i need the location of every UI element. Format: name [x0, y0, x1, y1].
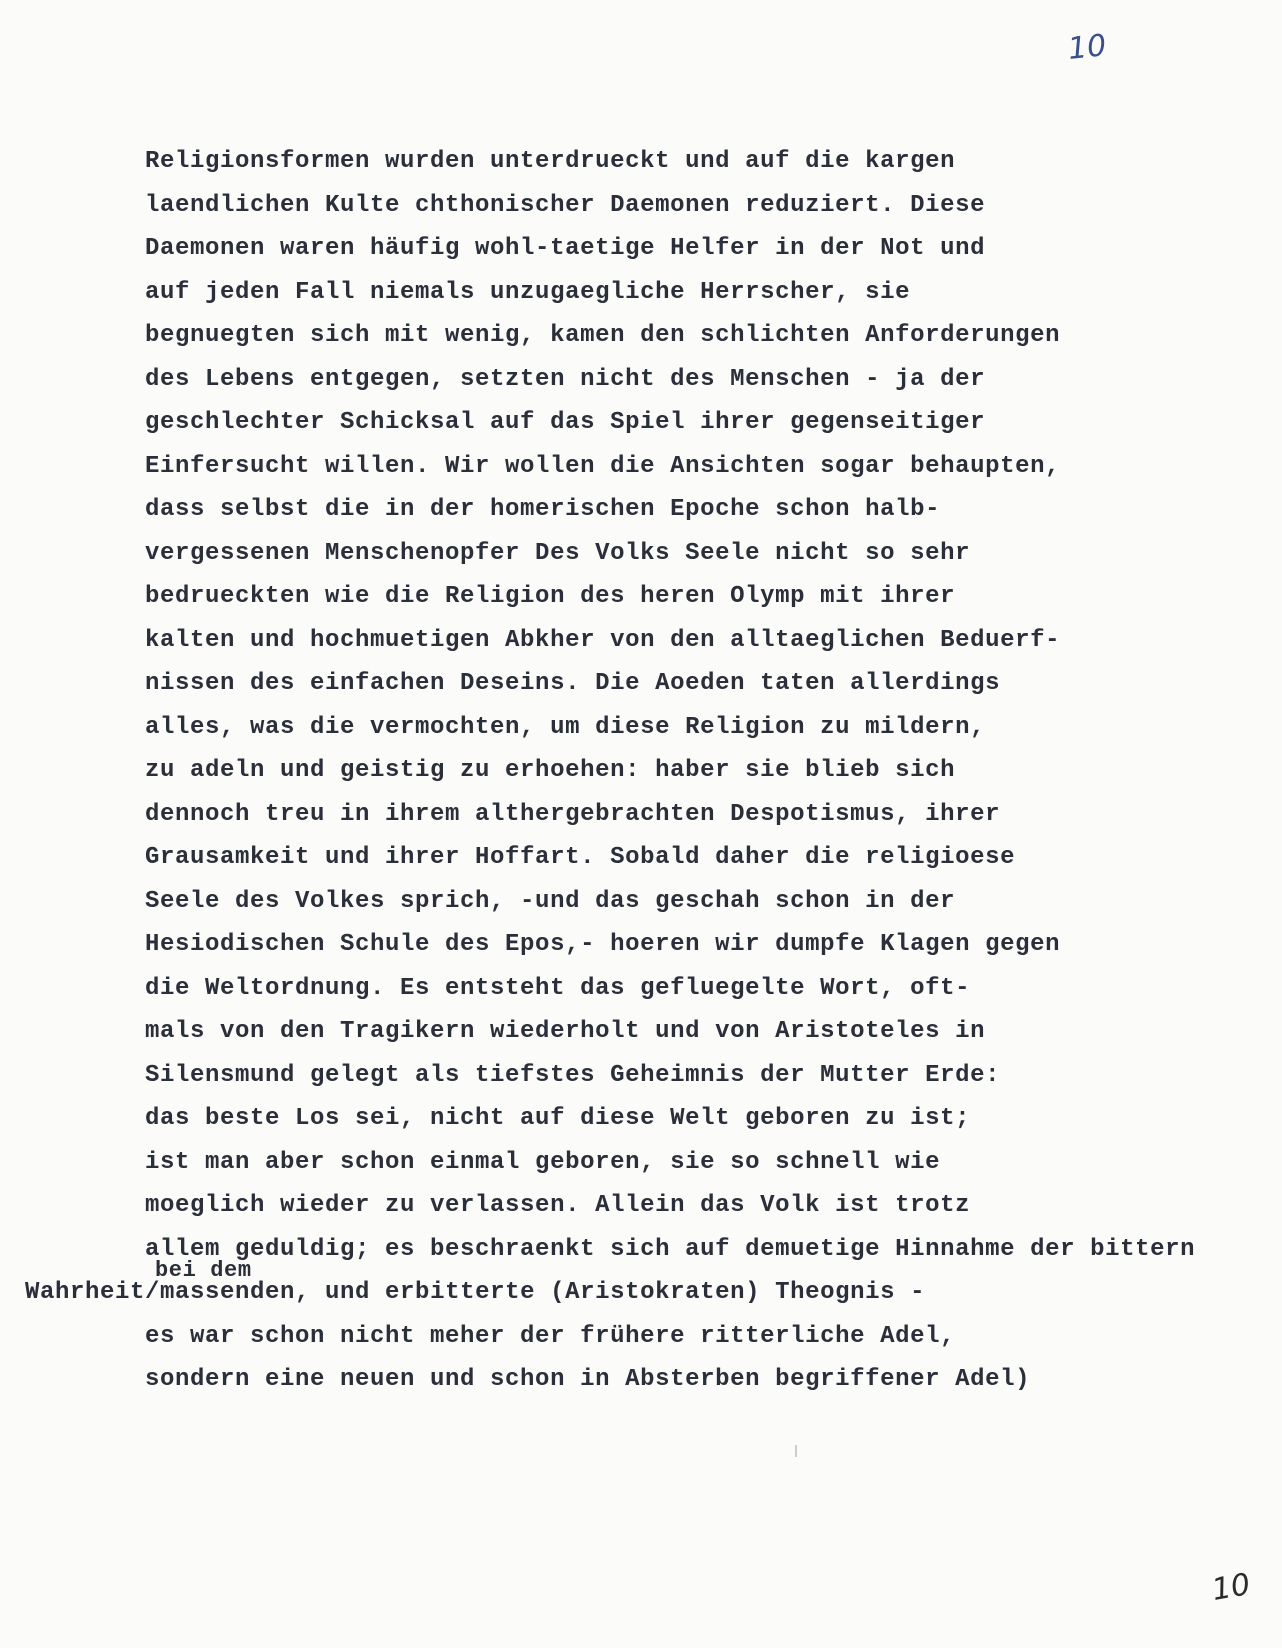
interlinear-insertion: bei dem — [155, 1258, 252, 1283]
typescript-body — [25, 140, 1245, 1402]
text-line: ist man aber schon einmal geboren, sie so schnell wie — [145, 1148, 941, 1176]
text-line: laendlichen Kulte chthonischer Daemonen reduziert. Diese — [145, 191, 986, 219]
text-line: moeglich wieder zu verlassen. Allein das Volk ist trotz — [145, 1192, 971, 1219]
text-line: dennoch treu in ihrem althergebrachten Despotismus, ihrer — [145, 800, 1001, 828]
page-number-top: 10 — [1066, 28, 1108, 67]
text-line: das beste Los sei, nicht auf diese Welt geboren zu ist; — [145, 1105, 971, 1132]
text-line: dass selbst die in der homerischen Epoche schon halb- — [145, 496, 941, 523]
ink-mark — [795, 1445, 797, 1457]
text-line: auf jeden Fall niemals unzugaegliche Herrscher, sie — [145, 278, 911, 306]
text-line: Seele des Volkes sprich, -und das geschah schon in der — [145, 887, 956, 915]
text-line: kalten und hochmuetigen Abkher von den alltaeglichen Beduerf- — [145, 626, 1061, 654]
text-line: alles, was die vermochten, um diese Religion zu mildern, — [145, 713, 986, 741]
text-line: es war schon nicht meher der frühere ritterliche Adel, — [145, 1322, 956, 1350]
text-line: die Weltordnung. Es entsteht das gefluegelte Wort, oft- — [145, 974, 971, 1002]
text-line: geschlechter Schicksal auf das Spiel ihrer gegenseitiger — [145, 409, 986, 436]
text-line: sondern eine neuen und schon in Absterben begriffener Adel) — [145, 1366, 1031, 1393]
text-line: mals von den Tragikern wiederholt und von Aristoteles in — [145, 1018, 986, 1045]
page-number-bottom: 10 — [1209, 1566, 1253, 1609]
text-line: Silensmund gelegt als tiefstes Geheimnis der Mutter Erde: — [145, 1061, 1001, 1089]
text-line: Religionsformen wurden unterdrueckt und auf die kargen — [145, 148, 956, 175]
text-line: bedrueckten wie die Religion des heren Olymp mit ihrer — [145, 583, 956, 610]
text-line: Hesiodischen Schule des Epos,- hoeren wir dumpfe Klagen gegen — [145, 931, 1061, 958]
text-line: nissen des einfachen Deseins. Die Aoeden taten allerdings — [145, 670, 1001, 697]
text-line: Daemonen waren häufig wohl-taetige Helfer in der Not und — [145, 235, 986, 262]
text-line: begnuegten sich mit wenig, kamen den schlichten Anforderungen — [145, 322, 1061, 349]
text-line: zu adeln und geistig zu erhoehen: haber sie blieb sich — [145, 757, 956, 784]
text-line: Grausamkeit und ihrer Hoffart. Sobald daher die religioese — [145, 844, 1016, 871]
text-line: Einfersucht willen. Wir wollen die Ansichten sogar behaupten, — [145, 452, 1061, 480]
text-line: allem geduldig; es beschraenkt sich auf demuetige Hinnahme der bittern — [145, 1235, 1196, 1263]
text-line-outdented: Wahrheit/massenden, und erbitterte (Aristokraten) Theognis - — [25, 1279, 926, 1306]
text-line: des Lebens entgegen, setzten nicht des Menschen - ja der — [145, 365, 986, 393]
text-line: vergessenen Menschenopfer Des Volks Seele nicht so sehr — [145, 539, 971, 567]
